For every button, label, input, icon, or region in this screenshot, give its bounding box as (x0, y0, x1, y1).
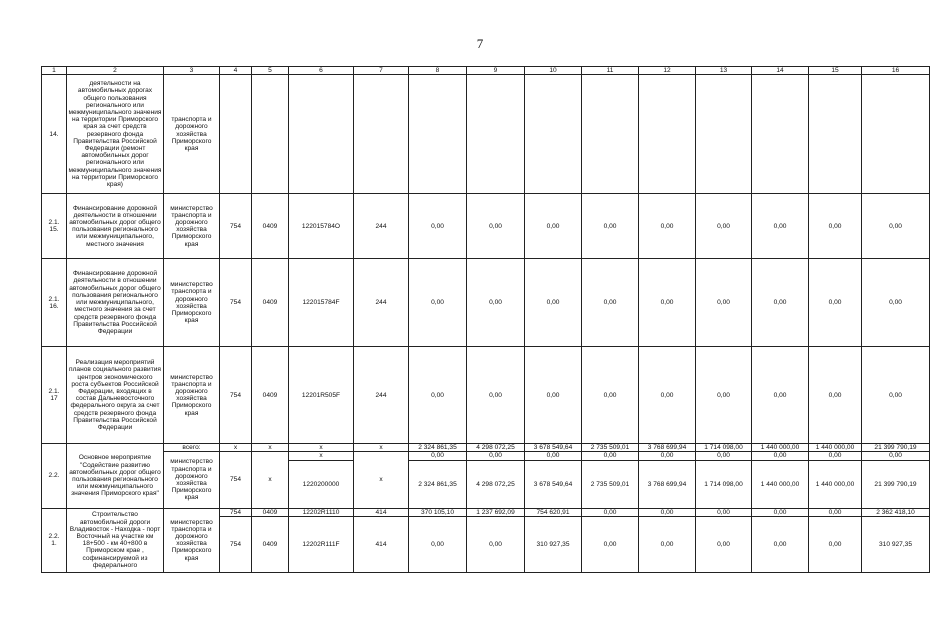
total-label: всего: (164, 444, 220, 452)
amount: 0,00 (525, 347, 582, 444)
executor: министерство транспорта и дорожного хозяйства Приморского края (164, 194, 220, 259)
code-grbs: 754 (220, 452, 252, 508)
amount: 1 440 000,00 (752, 444, 809, 452)
amount: 0,00 (809, 194, 862, 259)
amount: 0,00 (696, 516, 752, 572)
header-cell: 15 (809, 67, 862, 75)
amount: 2 324 861,35 (409, 444, 467, 452)
executor: министерство транспорта и дорожного хозяйства Приморского края (164, 259, 220, 347)
amount: 1 440 000,00 (809, 444, 862, 452)
amount: 0,00 (696, 347, 752, 444)
amount-total: 21 399 790,19 (862, 460, 930, 508)
amount: 0,00 (752, 259, 809, 347)
amount: 0,00 (582, 259, 639, 347)
amount: 0,00 (409, 452, 467, 460)
amount-total: 310 927,35 (862, 516, 930, 572)
amount: 0,00 (467, 516, 525, 572)
row-number: 14. (42, 75, 67, 194)
code-target: 12202R111F (289, 516, 354, 572)
executor: министерство транспорта и дорожного хозяйства Приморского края (164, 452, 220, 508)
code-expense: 244 (354, 259, 409, 347)
header-cell: 5 (252, 67, 289, 75)
amount-total: 0,00 (862, 259, 930, 347)
header-cell: 1 (42, 67, 67, 75)
amount: 1 237 692,09 (467, 508, 525, 516)
code-section: x (252, 452, 289, 508)
amount: 0,00 (809, 508, 862, 516)
amount: 0,00 (582, 347, 639, 444)
amount: 0,00 (752, 194, 809, 259)
code-expense: 244 (354, 194, 409, 259)
amount: 1 440 000,00 (752, 460, 809, 508)
amount: 0,00 (752, 516, 809, 572)
executor: министерство транспорта и дорожного хозяйства Приморского края (164, 508, 220, 572)
code-grbs: 754 (220, 508, 252, 516)
amount-total: 0,00 (862, 452, 930, 460)
header-cell: 3 (164, 67, 220, 75)
amount: 0,00 (639, 452, 696, 460)
row-number: 2.1. 15. (42, 194, 67, 259)
amount: 754 620,91 (525, 508, 582, 516)
code-expense: x (354, 444, 409, 452)
code-target: 1220200000 (289, 460, 354, 508)
code-grbs: 754 (220, 259, 252, 347)
measure-name: Строительство автомобильной дороги Владивосток - Находка - порт Восточный на участке км 18+500 - км 40+800 в Приморском крае , софинансируемой из федерального (67, 508, 164, 572)
code-section: 0409 (252, 508, 289, 516)
amount: 0,00 (409, 259, 467, 347)
row-number: 2.1. 16. (42, 259, 67, 347)
amount: 0,00 (752, 452, 809, 460)
amount: 0,00 (752, 347, 809, 444)
code-expense: 414 (354, 516, 409, 572)
code-grbs: 754 (220, 194, 252, 259)
header-cell: 10 (525, 67, 582, 75)
amount-total: 2 362 418,10 (862, 508, 930, 516)
table-row (42, 259, 930, 347)
amount: 4 298 072,25 (467, 460, 525, 508)
header-cell: 4 (220, 67, 252, 75)
table-row (42, 75, 930, 194)
code-target: 12202R1110 (289, 508, 354, 516)
page-number: 7 (476, 36, 484, 51)
header-cell: 6 (289, 67, 354, 75)
code-section: 0409 (252, 347, 289, 444)
amount: 0,00 (696, 259, 752, 347)
amount-total: 21 399 790,19 (862, 444, 930, 452)
table-row (42, 194, 930, 259)
amount: 3 768 699,94 (639, 444, 696, 452)
amount: 4 298 072,25 (467, 444, 525, 452)
header-row (42, 67, 930, 75)
code-section: 0409 (252, 259, 289, 347)
amount: 0,00 (467, 194, 525, 259)
amount: 0,00 (467, 452, 525, 460)
amount: 0,00 (639, 259, 696, 347)
code-expense: 414 (354, 508, 409, 516)
header-cell: 12 (639, 67, 696, 75)
code-target: 12201R505F (289, 347, 354, 444)
code-target: 122015784F (289, 259, 354, 347)
amount: 0,00 (582, 452, 639, 460)
executor: транспорта и дорожного хозяйства Приморского края (164, 75, 220, 194)
code-grbs: x (220, 444, 252, 452)
header-cell: 11 (582, 67, 639, 75)
executor: министерство транспорта и дорожного хозяйства Приморского края (164, 347, 220, 444)
row-number: 2.1. 17 (42, 347, 67, 444)
amount: 0,00 (525, 259, 582, 347)
amount: 310 927,35 (525, 516, 582, 572)
amount: 0,00 (409, 347, 467, 444)
amount: 0,00 (582, 194, 639, 259)
table-row (42, 452, 930, 460)
amount: 0,00 (809, 347, 862, 444)
amount: 0,00 (809, 516, 862, 572)
amount: 3 678 549,64 (525, 460, 582, 508)
amount: 0,00 (525, 452, 582, 460)
amount: 0,00 (696, 508, 752, 516)
code-grbs: 754 (220, 516, 252, 572)
header-cell: 16 (862, 67, 930, 75)
code-section: 0409 (252, 516, 289, 572)
amount: 1 714 098,00 (696, 460, 752, 508)
amount: 0,00 (409, 194, 467, 259)
amount: 0,00 (752, 508, 809, 516)
amount: 0,00 (639, 516, 696, 572)
amount: 0,00 (639, 347, 696, 444)
amount: 0,00 (582, 516, 639, 572)
amount: 0,00 (467, 347, 525, 444)
table-row (42, 347, 930, 444)
amount-total: 0,00 (862, 194, 930, 259)
header-cell: 14 (752, 67, 809, 75)
amount: 0,00 (639, 508, 696, 516)
amount: 3 768 699,94 (639, 460, 696, 508)
amount: 370 105,10 (409, 508, 467, 516)
amount: 0,00 (696, 194, 752, 259)
amount: 1 714 098,00 (696, 444, 752, 452)
code-expense: x (354, 452, 409, 508)
budget-table (41, 66, 930, 573)
amount: 0,00 (809, 452, 862, 460)
amount: 3 678 549,64 (525, 444, 582, 452)
header-cell: 7 (354, 67, 409, 75)
code-section: x (252, 444, 289, 452)
amount-total: 0,00 (862, 347, 930, 444)
code-section: 0409 (252, 194, 289, 259)
measure-name: Реализация мероприятий планов социального развития центров экономического роста субъектов Российской Федерации, входящих в состав Дальневосточного федерального округа за счет средств резервного фонда Правительства Российской Федерации (67, 347, 164, 444)
amount: 0,00 (639, 194, 696, 259)
amount: 0,00 (809, 259, 862, 347)
row-number: 2.2. 1. (42, 508, 67, 572)
measure-name: Финансирование дорожной деятельности в отношении автомобильных дорог общего пользования регионального или межмуниципального, местного значения за счет средств резервного фонда Правительства Российской Федерации (67, 259, 164, 347)
table-row-total (42, 444, 930, 452)
measure-name: Финансирование дорожной деятельности в отношении автомобильных дорог общего пользования регионального или межмуниципального, местного значения (67, 194, 164, 259)
table-row (42, 508, 930, 516)
amount: 1 440 000,00 (809, 460, 862, 508)
amount: 0,00 (525, 194, 582, 259)
code-target: 122015784О (289, 194, 354, 259)
amount: 2 735 509,01 (582, 460, 639, 508)
header-cell: 8 (409, 67, 467, 75)
header-cell: 9 (467, 67, 525, 75)
measure-name: Основное мероприятие "Содействие развитию автомобильных дорог общего пользования регионального или межмуниципального значения Приморского края" (67, 444, 164, 508)
amount: 0,00 (696, 452, 752, 460)
amount: 2 735 509,01 (582, 444, 639, 452)
code-target: x (289, 452, 354, 460)
amount: 0,00 (582, 508, 639, 516)
amount: 2 324 861,35 (409, 460, 467, 508)
header-cell: 13 (696, 67, 752, 75)
header-cell: 2 (67, 67, 164, 75)
code-grbs: 754 (220, 347, 252, 444)
row-number: 2.2. (42, 444, 67, 508)
amount: 0,00 (409, 516, 467, 572)
code-expense: 244 (354, 347, 409, 444)
amount: 0,00 (467, 259, 525, 347)
code-target: x (289, 444, 354, 452)
measure-name: деятельности на автомобильных дорогах общего пользования регионального или межмуниципального значения на территории Приморского края за счет средств резервного фонда Правительства Российской Федерации (ремонт автомобильных дорог регионального или межмуниципального значения на территории Приморского края) (67, 75, 164, 194)
